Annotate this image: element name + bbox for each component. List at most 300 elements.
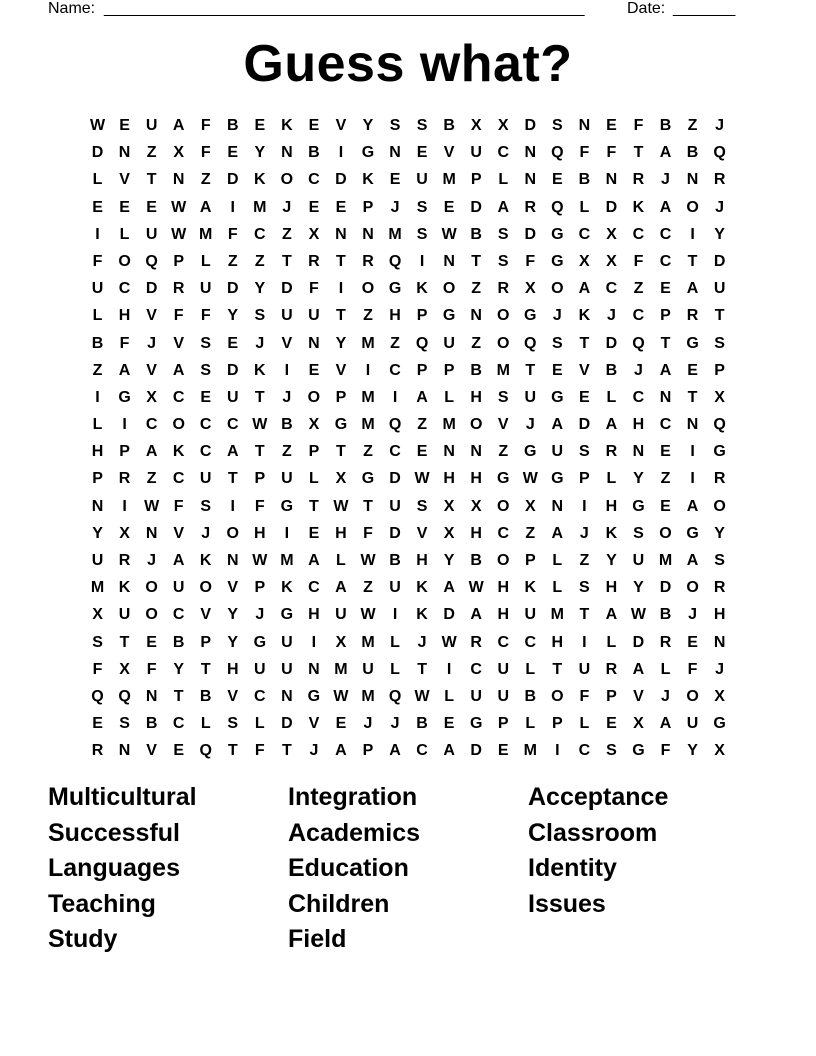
grid-letter: J — [201, 524, 211, 542]
grid-letter: J — [552, 307, 562, 325]
grid-letter: T — [227, 470, 238, 488]
grid-letter: N — [118, 144, 131, 162]
grid-letter: V — [497, 416, 509, 434]
grid-letter: Z — [471, 334, 482, 352]
grid-letter: R — [713, 470, 726, 488]
grid-letter: V — [416, 524, 428, 542]
grid-letter: D — [145, 280, 158, 298]
grid-row — [84, 547, 734, 574]
grid-letter: E — [308, 361, 320, 379]
grid-letter: L — [606, 633, 617, 651]
grid-letter: X — [443, 524, 455, 542]
grid-letter: B — [605, 361, 618, 379]
grid-letter: P — [606, 687, 617, 705]
grid-letter: M — [199, 225, 213, 243]
grid-letter: J — [715, 198, 725, 216]
grid-letter: U — [389, 497, 401, 515]
grid-letter: A — [226, 443, 239, 461]
grid-row — [84, 574, 734, 601]
grid-letter: S — [497, 225, 509, 243]
grid-letter: I — [95, 225, 100, 243]
grid-letter: Z — [471, 280, 482, 298]
grid-letter: A — [659, 715, 672, 733]
grid-letter: G — [361, 144, 375, 162]
grid-letter: Z — [254, 252, 265, 270]
grid-row — [84, 194, 734, 221]
grid-letter: O — [686, 687, 699, 705]
grid-letter: V — [200, 606, 212, 624]
grid-letter: W — [144, 497, 160, 515]
grid-letter: Q — [551, 198, 564, 216]
grid-letter: L — [336, 552, 346, 569]
grid-letter: I — [95, 388, 100, 406]
grid-letter: W — [252, 552, 268, 569]
grid-letter: I — [555, 742, 560, 760]
grid-letter: E — [227, 334, 239, 352]
grid-letter: G — [307, 687, 321, 705]
grid-letter: L — [390, 633, 400, 651]
grid-letter: X — [606, 252, 617, 270]
grid-letter: F — [92, 660, 103, 678]
grid-letter: B — [172, 633, 185, 651]
grid-letter: Z — [281, 443, 292, 461]
grid-letter: Q — [388, 687, 402, 705]
grid-letter: X — [714, 388, 725, 406]
grid-letter: A — [335, 742, 347, 760]
grid-letter: U — [362, 660, 374, 678]
grid-letter: G — [118, 388, 131, 406]
word-bank-item: Issues — [528, 889, 606, 918]
grid-letter: T — [714, 307, 725, 325]
grid-letter: K — [416, 606, 428, 624]
grid-letter: Z — [633, 280, 644, 298]
grid-letter: N — [281, 687, 293, 705]
grid-letter: J — [390, 715, 400, 733]
grid-row — [84, 601, 734, 628]
grid-letter: I — [419, 252, 425, 270]
grid-letter: P — [416, 307, 428, 325]
grid-letter: C — [578, 225, 591, 243]
grid-letter: H — [335, 524, 347, 542]
grid-letter: T — [336, 443, 346, 461]
grid-letter: R — [659, 633, 672, 651]
grid-letter: F — [579, 687, 590, 705]
grid-letter: W — [333, 497, 349, 515]
grid-letter: T — [309, 497, 319, 515]
grid-letter: E — [443, 715, 455, 733]
word-bank-item: Successful — [48, 818, 181, 847]
grid-letter: U — [199, 280, 212, 298]
grid-letter: D — [605, 198, 618, 216]
grid-letter: H — [118, 307, 131, 325]
grid-letter: I — [284, 361, 290, 379]
grid-letter: M — [523, 742, 537, 760]
grid-letter: E — [92, 198, 103, 216]
grid-row — [84, 330, 734, 357]
grid-letter: W — [360, 606, 376, 624]
grid-letter: Z — [660, 470, 671, 488]
grid-letter: K — [254, 171, 266, 189]
grid-letter: A — [686, 280, 699, 298]
grid-letter: L — [309, 470, 319, 488]
grid-letter: L — [119, 225, 130, 243]
grid-letter: C — [578, 742, 591, 760]
grid-letter: U — [281, 307, 293, 325]
grid-letter: G — [551, 470, 564, 488]
grid-letter: P — [254, 579, 266, 597]
grid-letter: C — [172, 606, 185, 624]
grid-letter: B — [470, 552, 482, 569]
grid-letter: E — [335, 715, 347, 733]
grid-letter: D — [335, 171, 347, 189]
grid-letter: A — [443, 742, 455, 760]
grid-letter: Z — [200, 171, 211, 189]
grid-letter: M — [280, 552, 294, 569]
grid-letter: Q — [713, 144, 726, 162]
grid-letter: K — [416, 280, 428, 298]
grid-letter: O — [145, 606, 158, 624]
grid-letter: X — [633, 715, 644, 733]
grid-letter: Z — [363, 443, 373, 461]
grid-row — [84, 248, 734, 275]
grid-letter: I — [690, 225, 695, 243]
grid-letter: S — [714, 334, 725, 352]
grid-letter: K — [199, 552, 212, 569]
grid-letter: R — [713, 579, 726, 597]
grid-letter: O — [497, 552, 510, 569]
grid-letter: F — [579, 144, 590, 162]
grid-letter: U — [497, 687, 509, 705]
grid-letter: U — [145, 225, 158, 243]
grid-letter: A — [551, 524, 564, 542]
grid-letter: T — [200, 660, 211, 678]
grid-letter: E — [335, 198, 347, 216]
grid-letter: N — [524, 171, 537, 189]
grid-letter: P — [470, 171, 482, 189]
grid-letter: E — [200, 388, 212, 406]
grid-letter: Y — [606, 552, 617, 569]
grid-letter: F — [173, 497, 184, 515]
grid-letter: B — [686, 144, 699, 162]
grid-letter: Q — [199, 742, 212, 760]
word-bank-item: Integration — [288, 783, 418, 811]
grid-letter: C — [659, 252, 672, 270]
grid-letter: M — [361, 334, 375, 352]
grid-letter: B — [524, 687, 537, 705]
grid-letter: M — [388, 225, 402, 243]
grid-letter: D — [524, 225, 537, 243]
grid-letter: Y — [92, 524, 103, 542]
grid-letter: F — [200, 117, 211, 134]
grid-letter: K — [118, 579, 131, 597]
grid-letter: O — [686, 579, 699, 597]
grid-letter: N — [443, 252, 455, 270]
grid-letter: L — [606, 470, 617, 488]
grid-letter: N — [605, 171, 618, 189]
word-bank-item: Children — [288, 889, 390, 918]
grid-letter: T — [336, 307, 346, 325]
grid-letter: N — [281, 144, 293, 162]
grid-letter: L — [579, 715, 590, 733]
grid-letter: S — [200, 497, 212, 515]
grid-letter: G — [442, 307, 456, 325]
grid-letter: R — [362, 252, 374, 270]
grid-letter: G — [713, 443, 726, 461]
grid-letter: J — [606, 307, 616, 325]
grid-letter: J — [688, 606, 697, 624]
grid-letter: Y — [362, 117, 374, 134]
grid-letter: Z — [146, 144, 157, 162]
grid-letter: L — [444, 687, 455, 705]
grid-letter: C — [145, 416, 158, 434]
grid-letter: P — [497, 715, 509, 733]
grid-letter: W — [360, 552, 376, 569]
grid-letter: J — [661, 171, 670, 189]
grid-letter: V — [227, 687, 239, 705]
grid-letter: W — [89, 117, 106, 134]
grid-letter: M — [253, 198, 267, 216]
grid-row — [84, 411, 734, 438]
word-bank-column-3 — [528, 780, 758, 922]
grid-letter: I — [690, 443, 695, 461]
grid-letter: D — [524, 117, 537, 134]
grid-letter: N — [470, 443, 482, 461]
grid-letter: L — [92, 416, 103, 434]
grid-letter: B — [389, 552, 401, 569]
word-bank-item: Classroom — [528, 818, 658, 847]
grid-letter: X — [335, 633, 347, 651]
grid-letter: K — [605, 524, 618, 542]
grid-letter: T — [254, 388, 265, 406]
grid-letter: O — [172, 416, 185, 434]
grid-letter: B — [659, 606, 672, 624]
grid-letter: H — [470, 470, 482, 488]
grid-letter: F — [173, 307, 184, 325]
grid-letter: N — [632, 443, 645, 461]
grid-letter: D — [470, 198, 482, 216]
name-label: Name: — [48, 0, 96, 17]
grid-letter: D — [281, 715, 293, 733]
grid-letter: H — [389, 307, 401, 325]
grid-letter: P — [200, 633, 212, 651]
grid-letter: V — [633, 687, 644, 705]
grid-letter: C — [470, 660, 482, 678]
grid-letter: T — [552, 660, 563, 678]
grid-letter: F — [687, 660, 698, 678]
grid-letter: Y — [227, 606, 239, 624]
grid-letter: W — [171, 198, 187, 216]
grid-letter: R — [605, 660, 618, 678]
grid-letter: W — [630, 606, 647, 624]
grid-letter: P — [416, 361, 428, 379]
grid-letter: P — [173, 252, 184, 270]
grid-letter: R — [524, 198, 537, 216]
grid-letter: N — [686, 416, 699, 434]
grid-letter: U — [686, 715, 699, 733]
grid-letter: N — [91, 497, 104, 515]
grid-letter: Z — [146, 470, 157, 488]
grid-letter: A — [416, 388, 428, 406]
grid-letter: G — [280, 497, 294, 515]
grid-letter: W — [468, 579, 484, 597]
word-bank-item: Acceptance — [528, 783, 669, 811]
grid-letter: S — [551, 334, 563, 352]
grid-letter: C — [605, 280, 618, 298]
grid-letter: V — [281, 334, 293, 352]
grid-letter: T — [281, 742, 292, 760]
grid-letter: P — [660, 307, 671, 325]
grid-letter: L — [200, 252, 211, 270]
grid-letter: L — [552, 552, 563, 569]
date-blank-line: _______ — [673, 0, 736, 17]
grid-letter: N — [713, 633, 726, 651]
grid-letter: V — [308, 715, 320, 733]
grid-row — [84, 493, 734, 520]
grid-letter: T — [336, 252, 346, 270]
grid-letter: E — [146, 198, 157, 216]
grid-letter: M — [658, 552, 673, 569]
grid-letter: F — [119, 334, 130, 352]
grid-letter: L — [660, 660, 671, 678]
grid-letter: U — [497, 660, 509, 678]
grid-letter: D — [281, 280, 293, 298]
grid-letter: S — [389, 117, 401, 134]
grid-letter: T — [227, 742, 238, 760]
grid-letter: P — [92, 470, 103, 488]
grid-letter: S — [714, 552, 725, 569]
grid-letter: T — [633, 144, 644, 162]
grid-letter: P — [524, 552, 536, 569]
grid-letter: V — [173, 334, 184, 352]
grid-letter: U — [713, 280, 726, 298]
grid-letter: K — [632, 198, 645, 216]
grid-letter: C — [118, 280, 131, 298]
grid-letter: F — [633, 252, 644, 270]
grid-letter: R — [308, 252, 320, 270]
grid-letter: T — [687, 388, 698, 406]
grid-letter: S — [551, 117, 563, 134]
grid-letter: W — [522, 470, 538, 488]
grid-letter: E — [119, 117, 130, 134]
grid-letter: B — [578, 171, 591, 189]
grid-letter: D — [443, 606, 455, 624]
grid-letter: P — [362, 198, 374, 216]
grid-letter: C — [389, 443, 401, 461]
grid-letter: N — [308, 334, 320, 352]
grid-letter: U — [118, 606, 131, 624]
grid-letter: N — [335, 225, 347, 243]
grid-letter: H — [308, 606, 320, 624]
grid-letter: G — [361, 470, 375, 488]
grid-letter: U — [335, 606, 347, 624]
grid-letter: A — [551, 416, 564, 434]
grid-letter: G — [334, 416, 348, 434]
grid-letter: R — [470, 633, 482, 651]
grid-letter: T — [119, 633, 130, 651]
grid-letter: I — [690, 470, 695, 488]
grid-letter: T — [146, 171, 157, 189]
grid-letter: U — [226, 388, 239, 406]
grid-letter: I — [392, 606, 398, 624]
grid-letter: A — [470, 606, 482, 624]
grid-letter: I — [582, 497, 587, 515]
grid-letter: O — [307, 388, 321, 406]
grid-letter: U — [254, 660, 266, 678]
grid-row — [84, 438, 734, 465]
grid-row — [84, 112, 734, 139]
grid-letter: L — [525, 715, 536, 733]
grid-letter: Q — [632, 334, 645, 352]
grid-letter: U — [416, 171, 428, 189]
grid-letter: S — [227, 715, 239, 733]
grid-letter: X — [443, 497, 455, 515]
grid-letter: A — [578, 280, 591, 298]
grid-letter: U — [470, 144, 482, 162]
grid-letter: D — [578, 416, 591, 434]
grid-letter: I — [446, 660, 452, 678]
grid-letter: P — [254, 470, 266, 488]
grid-letter: U — [524, 606, 537, 624]
grid-letter: Z — [498, 443, 509, 461]
word-bank-item: Multicultural — [48, 783, 197, 811]
grid-letter: B — [281, 416, 293, 434]
grid-letter: E — [443, 198, 455, 216]
grid-letter: F — [200, 144, 211, 162]
grid-letter: S — [497, 388, 509, 406]
grid-letter: U — [632, 552, 645, 569]
grid-letter: C — [497, 144, 509, 162]
grid-letter: R — [686, 307, 699, 325]
grid-letter: D — [389, 470, 401, 488]
grid-letter: M — [361, 687, 375, 705]
grid-letter: T — [254, 443, 265, 461]
grid-letter: Z — [525, 524, 536, 542]
grid-letter: M — [334, 660, 348, 678]
grid-letter: T — [471, 252, 482, 270]
grid-letter: G — [551, 388, 564, 406]
grid-letter: Y — [714, 524, 725, 542]
grid-letter: N — [172, 171, 185, 189]
grid-letter: O — [497, 334, 510, 352]
grid-letter: Y — [254, 280, 266, 298]
grid-letter: B — [443, 117, 455, 134]
grid-letter: N — [524, 144, 537, 162]
grid-letter: X — [714, 742, 725, 760]
grid-letter: E — [687, 633, 698, 651]
grid-letter: C — [308, 171, 320, 189]
grid-row — [84, 275, 734, 302]
grid-row — [84, 221, 734, 248]
grid-letter: X — [308, 225, 320, 243]
grid-letter: U — [443, 334, 455, 352]
grid-letter: X — [714, 687, 725, 705]
grid-letter: E — [389, 171, 401, 189]
grid-letter: E — [92, 715, 103, 733]
grid-letter: Y — [633, 470, 644, 488]
grid-letter: Z — [92, 361, 103, 379]
grid-letter: R — [118, 552, 131, 569]
word-bank-item: Teaching — [48, 889, 156, 918]
grid-letter: F — [146, 660, 157, 678]
grid-letter: Y — [714, 225, 725, 243]
grid-letter: H — [416, 552, 428, 569]
grid-letter: E — [308, 524, 320, 542]
grid-letter: A — [605, 606, 618, 624]
grid-letter: E — [660, 497, 671, 515]
grid-letter: I — [122, 497, 127, 515]
grid-letter: V — [335, 117, 347, 134]
grid-letter: K — [524, 579, 537, 597]
